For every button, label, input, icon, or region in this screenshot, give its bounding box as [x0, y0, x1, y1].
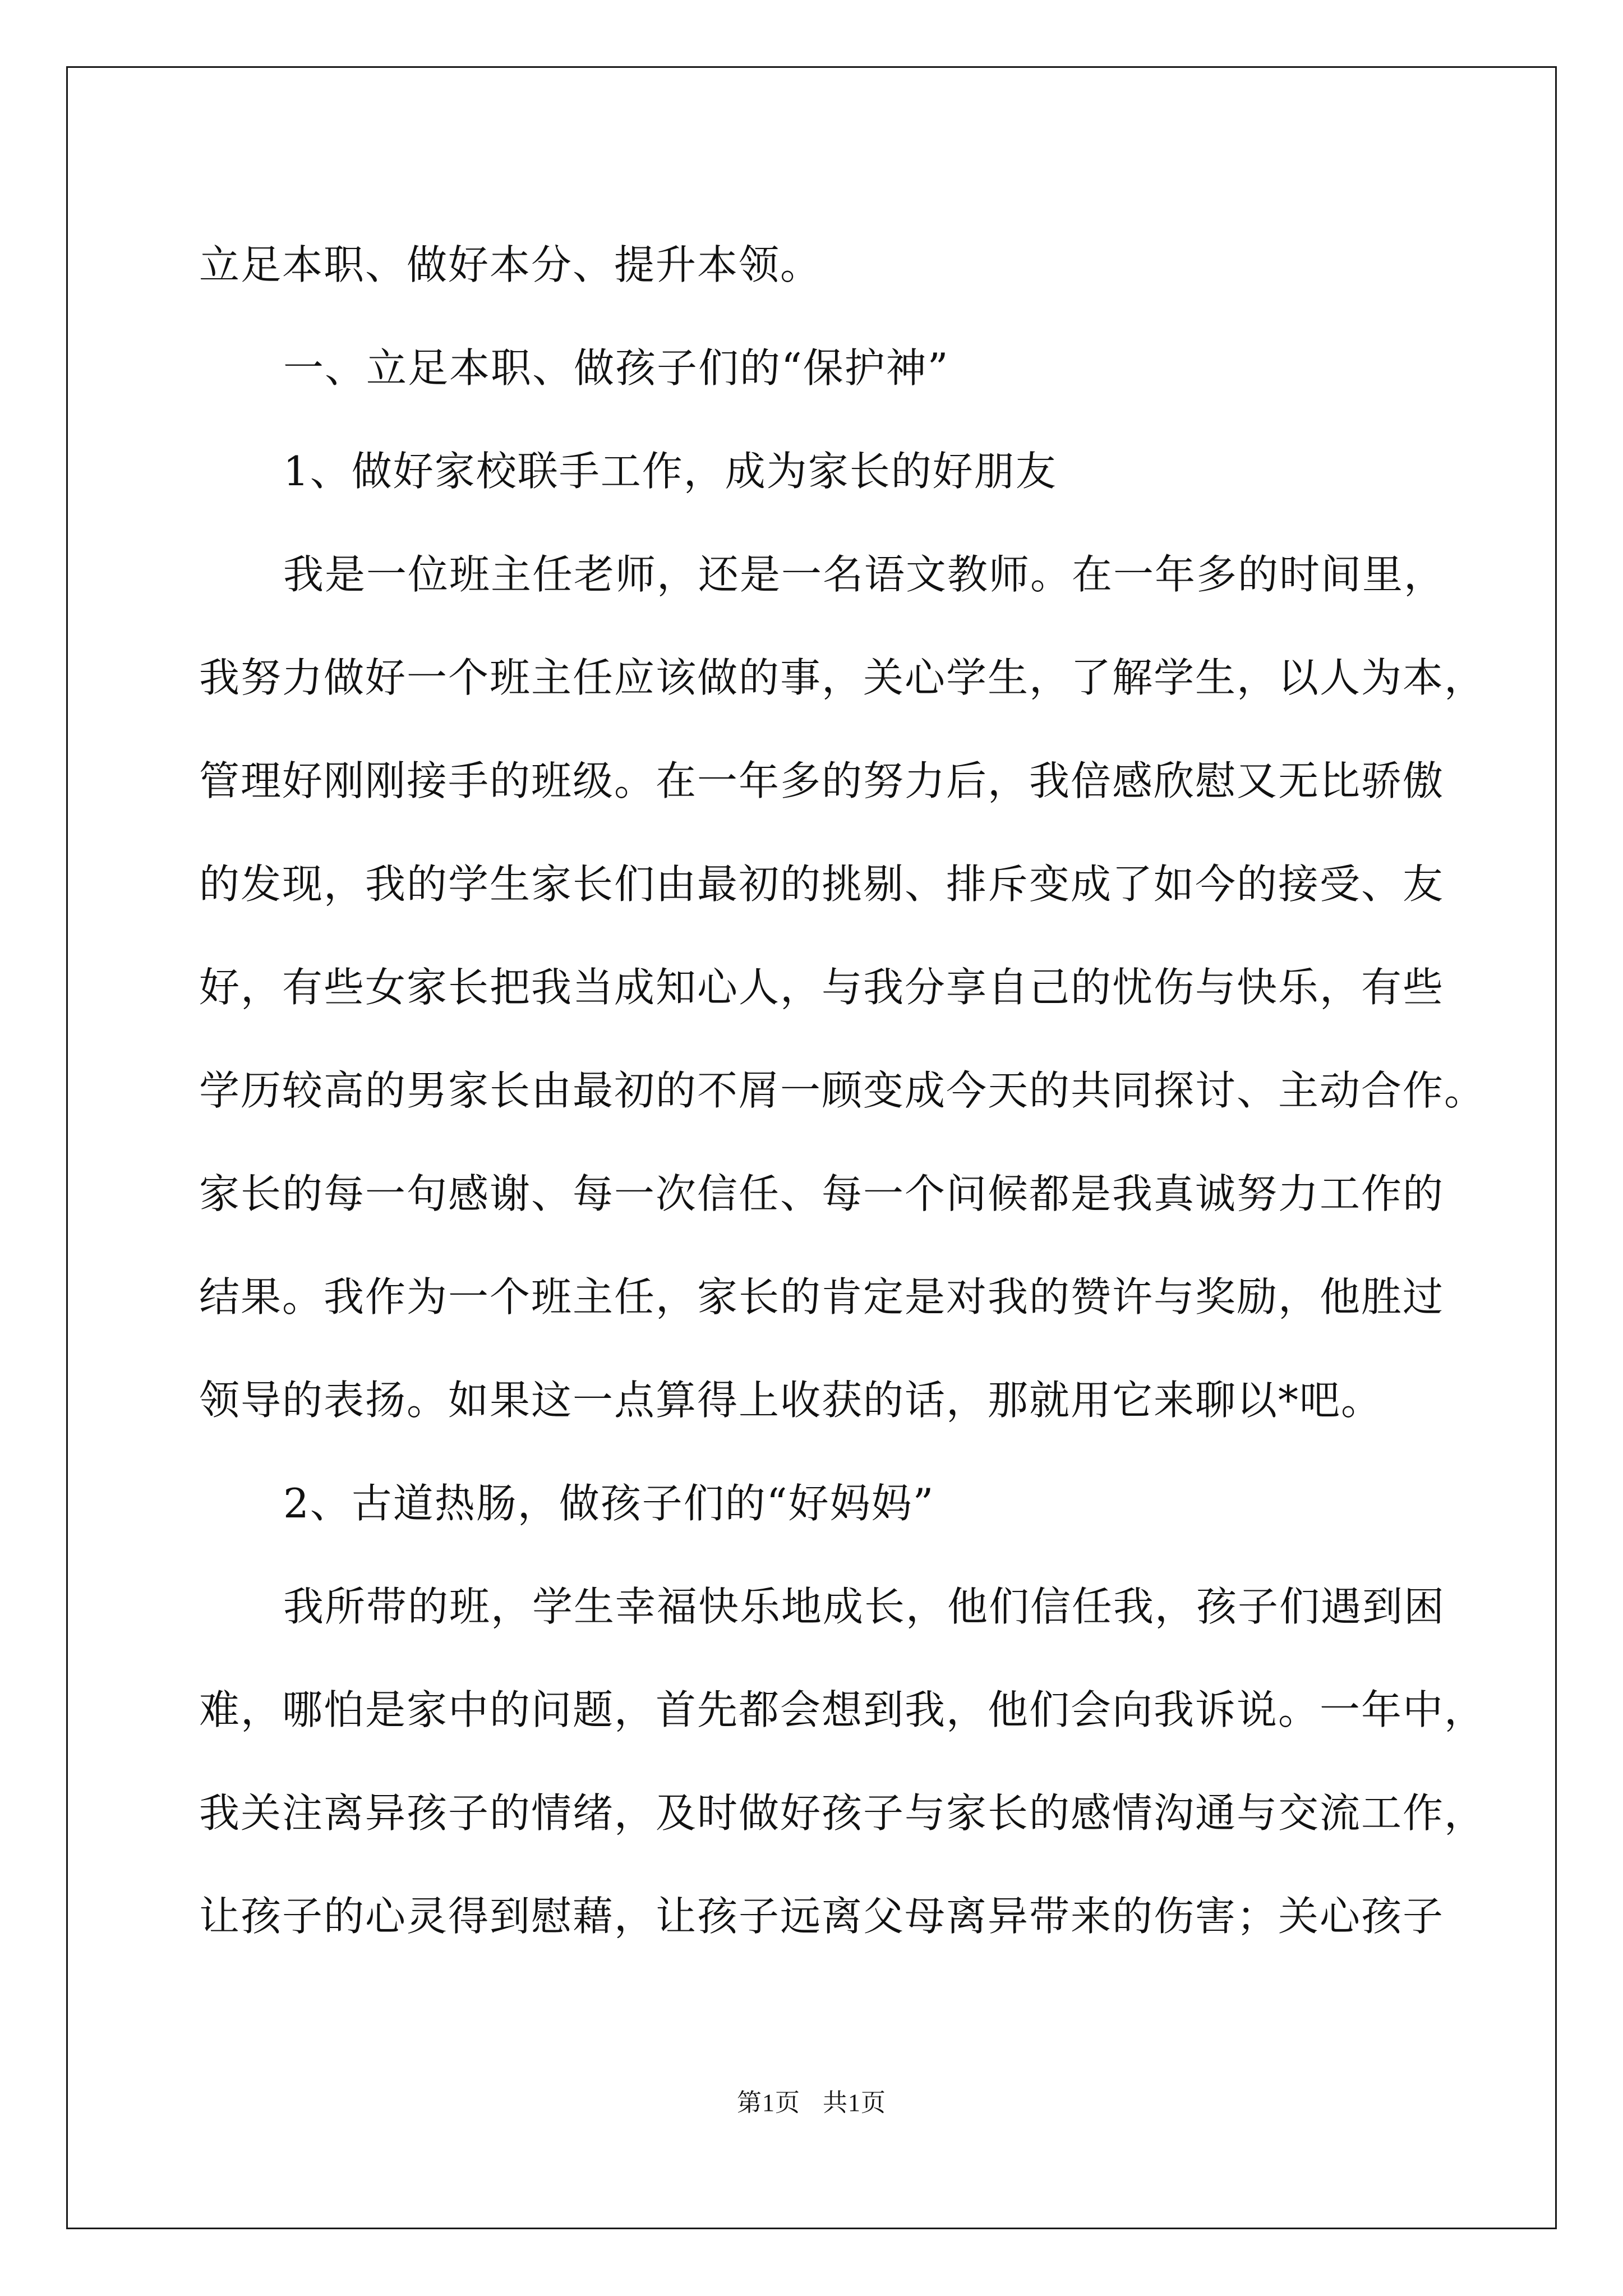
text-line: 的发现，我的学生家长们由最初的挑剔、排斥变成了如今的接受、友 — [199, 861, 1445, 908]
page-total: 共1页 — [823, 2089, 886, 2116]
text-line: 我是一位班主任老师，还是一名语文教师。在一年多的时间里， — [283, 551, 1446, 598]
text-line: 管理好刚刚接手的班级。在一年多的努力后，我倍感欣慰又无比骄傲 — [199, 757, 1445, 804]
text-line: 我努力做好一个班主任应该做的事，关心学生，了解学生，以人为本， — [199, 654, 1486, 701]
text-line: 立足本职、做好本分、提升本领。 — [199, 241, 822, 288]
text-line: 结果。我作为一个班主任，家长的肯定是对我的赞许与奖励，他胜过 — [199, 1273, 1445, 1320]
text-line: 领导的表扬。如果这一点算得上收获的话，那就用它来聊以*吧。 — [199, 1377, 1383, 1424]
subsection-heading: 1、做好家校联手工作，成为家长的好朋友 — [283, 448, 1057, 495]
subsection-heading: 2、古道热肠，做孩子们的“好妈妈” — [283, 1480, 935, 1527]
document-body — [199, 213, 1486, 1968]
page-number: 第1页 — [737, 2089, 800, 2116]
text-line: 难，哪怕是家中的问题，首先都会想到我，他们会向我诉说。一年中， — [199, 1686, 1486, 1733]
text-line: 家长的每一句感谢、每一次信任、每一个问候都是我真诚努力工作的 — [199, 1170, 1445, 1217]
section-heading: 一、立足本职、做孩子们的“保护神” — [283, 344, 949, 392]
text-line: 让孩子的心灵得到慰藉，让孩子远离父母离异带来的伤害；关心孩子 — [199, 1893, 1445, 1940]
text-line: 学历较高的男家长由最初的不屑一顾变成今天的共同探讨、主动合作。 — [199, 1067, 1486, 1114]
text-line: 好，有些女家长把我当成知心人，与我分享自己的忧伤与快乐，有些 — [199, 964, 1445, 1011]
text-line: 我所带的班，学生幸福快乐地成长，他们信任我，孩子们遇到困 — [283, 1583, 1446, 1630]
text-line: 我关注离异孩子的情绪，及时做好孩子与家长的感情沟通与交流工作， — [199, 1789, 1486, 1837]
page-footer — [0, 2082, 1623, 2118]
